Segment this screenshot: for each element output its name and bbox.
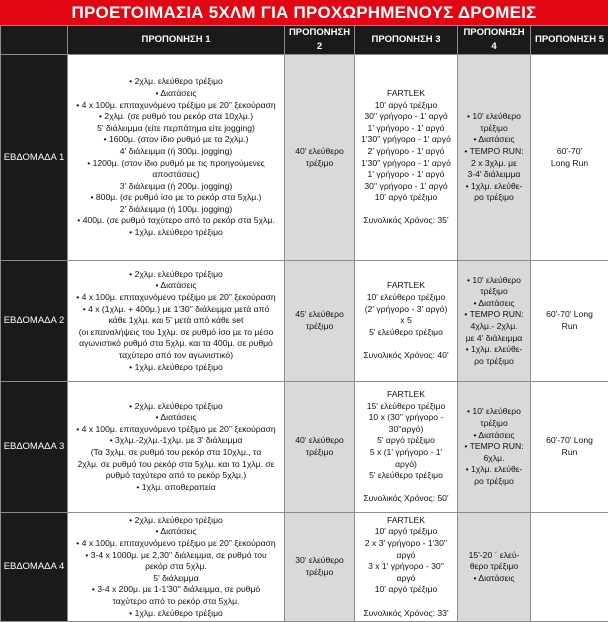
header-corner xyxy=(1,26,68,55)
cell-line: (2' γρήγορο - 3' αργό) xyxy=(357,304,455,316)
cell-line: • Διατάσεις xyxy=(70,526,282,538)
cell-line: 45' ελεύθερο xyxy=(287,309,352,321)
cell-line: τρέξιμο xyxy=(287,447,352,459)
cell-line: • Διατάσεις xyxy=(460,430,528,442)
cell-line: ρεκόρ στα 5χλμ. xyxy=(70,561,282,573)
cell-line: τρέξιμο xyxy=(460,418,528,430)
cell-line: 40' ελεύθερο xyxy=(287,435,352,447)
header-workout-4: ΠΡΟΠΟΝΗΣΗ 4 xyxy=(458,26,531,55)
cell-line: • 2χλμ. ελεύθερο τρέξιμο xyxy=(70,76,282,88)
cell-line: • 4 x 100μ. επιταχυνόμενο τρέξιμο με 20'' ξεκούραση xyxy=(70,424,282,436)
cell-line: • TEMPO RUN: xyxy=(460,309,528,321)
workout-4-cell xyxy=(458,513,531,622)
cell-line: • 1χλμ. ελεύθε- xyxy=(460,464,528,476)
cell-line: (Τα 3χλμ. σε ρυθμό του ρεκόρ στα 10χλμ., τα xyxy=(70,447,282,459)
cell-line: • 1χλμ. ελεύθε- xyxy=(460,344,528,356)
cell-line: 6χλμ. xyxy=(460,453,528,465)
cell-line: αργό xyxy=(357,573,455,585)
week-label: ΕΒΔΟΜΑΔΑ 1 xyxy=(1,55,68,261)
training-table xyxy=(0,25,608,622)
cell-line: 2' διάλειμμα (ή 100μ. jogging) xyxy=(70,204,282,216)
cell-line: ρο τρέξιμο xyxy=(460,356,528,368)
cell-line: • 1χλμ. ελεύθε- xyxy=(460,181,528,193)
cell-line: 3 x 1' γρήγορο - 30'' xyxy=(357,561,455,573)
cell-line: 30''αργό) xyxy=(357,424,455,436)
cell-line: αγωνιστικό ρυθμό στα 5χλμ. και τα 400μ. σε ρυθμό xyxy=(70,338,282,350)
cell-line: 5' αργό τρέξιμο xyxy=(357,435,455,447)
cell-line: 3-4' διάλειμμα xyxy=(460,169,528,181)
cell-line: 10 x (30'' γρήγορο - xyxy=(357,412,455,424)
cell-line: 30'' γρήγορο - 1' αργό xyxy=(357,181,455,193)
cell-line: • 2χλμ. ελεύθερο τρέξιμο xyxy=(70,515,282,527)
cell-line: FARTLEK xyxy=(357,280,455,292)
cell-line: • 1χλμ. ελεύθερο τρέξιμο xyxy=(70,608,282,620)
cell-line: ταχύτερο από το ρεκόρ στα 5χλμ. xyxy=(70,596,282,608)
workout-3-cell xyxy=(355,261,458,382)
page-title: ΠΡΟΕΤΟΙΜΑΣΙΑ 5ΧΛΜ ΓΙΑ ΠΡΟΧΩΡΗΜΕΝΟΥΣ ΔΡΟΜΕΙΣ xyxy=(0,0,608,25)
workout-2-cell xyxy=(285,261,355,382)
workout-4-cell xyxy=(458,55,531,261)
cell-line: 10' αργό τρέξιμο xyxy=(357,100,455,112)
cell-line: • 1600μ. (στον ίδιο ρυθμό με τα 2χλμ.) xyxy=(70,134,282,146)
cell-line: • 10' ελεύθερο xyxy=(460,111,528,123)
cell-line: 4χλμ.- 2χλμ. xyxy=(460,321,528,333)
cell-line: 30' ελεύθερο xyxy=(287,555,352,567)
header-workout-2: ΠΡΟΠΟΝΗΣΗ 2 xyxy=(285,26,355,55)
cell-line: • 10' ελεύθερο xyxy=(460,406,528,418)
cell-line: • Διατάσεις xyxy=(70,412,282,424)
workout-2-cell xyxy=(285,382,355,513)
cell-line: 15' ελεύθερο τρέξιμο xyxy=(357,401,455,413)
cell-line: FARTLEK xyxy=(357,389,455,401)
cell-line: FARTLEK xyxy=(357,88,455,100)
cell-line: τρέξιμο xyxy=(460,286,528,298)
cell-line: 1'30'' γρήγορο - 1' αργό xyxy=(357,134,455,146)
cell-line: 15'-20 ΄ ελεύ- xyxy=(460,550,528,562)
cell-line xyxy=(357,596,455,608)
cell-line: 5' διάλειμμα (είτε περπάτημα είτε jogging) xyxy=(70,123,282,135)
cell-line: • Διατάσεις xyxy=(460,573,528,585)
cell-line: • 1χλμ. αποθεραπεία xyxy=(70,482,282,494)
cell-line: • 400μ. (σε ρυθμό ταχύτερο από το ρεκόρ στα 5χλμ. xyxy=(70,215,282,227)
header-workout-3: ΠΡΟΠΟΝΗΣΗ 3 xyxy=(355,26,458,55)
cell-line: 4' διάλειμμα (ή 300μ. jogging) xyxy=(70,146,282,158)
workout-4-cell xyxy=(458,261,531,382)
cell-line: • 1χλμ. ελεύθερο τρέξιμο xyxy=(70,362,282,374)
cell-line: 1' γρήγορο - 1' αργό xyxy=(357,123,455,135)
cell-line: • 2χλμ. ελεύθερο τρέξιμο xyxy=(70,401,282,413)
cell-line: ρο τρέξιμο xyxy=(460,476,528,488)
workout-1-cell xyxy=(68,513,285,622)
week-row xyxy=(1,261,608,382)
cell-line: Συνολικός Χρόνος: 50' xyxy=(357,493,455,505)
week-label: ΕΒΔΟΜΑΔΑ 3 xyxy=(1,382,68,513)
cell-line: 10' αργό τρέξιμο xyxy=(357,584,455,596)
cell-line: • Διατάσεις xyxy=(70,88,282,100)
workout-1-cell xyxy=(68,55,285,261)
cell-line: θερο τρέξιμο xyxy=(460,561,528,573)
cell-line: (οι επαναλήψεις του 1χλμ. σε ρυθμό ίσο με το μέσο xyxy=(70,327,282,339)
cell-line xyxy=(357,338,455,350)
cell-line: τρέξιμο xyxy=(287,321,352,333)
cell-line: 3' διάλειμμα (ή 200μ. jogging) xyxy=(70,181,282,193)
workout-1-cell xyxy=(68,261,285,382)
cell-line: • 2χλμ. (σε ρυθμό του ρεκόρ στα 10χλμ.) xyxy=(70,111,282,123)
cell-line: 5 x (1' γρήγορο - 1' xyxy=(357,447,455,459)
workout-2-cell xyxy=(285,55,355,261)
workout-4-cell xyxy=(458,382,531,513)
cell-line: • 2χλμ. ελεύθερο τρέξιμο xyxy=(70,269,282,281)
cell-line: Run xyxy=(533,447,606,459)
cell-line: 5' ελεύθερο τρέξιμο xyxy=(357,327,455,339)
cell-line: 60'-70' xyxy=(533,146,606,158)
workout-3-cell xyxy=(355,55,458,261)
week-label: ΕΒΔΟΜΑΔΑ 2 xyxy=(1,261,68,382)
cell-line: Συνολικός Χρόνος: 33' xyxy=(357,608,455,620)
workout-5-cell xyxy=(531,382,608,513)
cell-line: 2χλμ. σε ρυθμό του ρεκόρ στα 5χλμ. και το 1χλμ. σε xyxy=(70,459,282,471)
cell-line: • 1200μ. (στον ίδιο ρυθμό με τις προηγούμενες αποστάσεις) xyxy=(70,158,282,181)
workout-5-cell xyxy=(531,513,608,622)
cell-line: • 4 x 100μ. επιταχυνόμενο τρέξιμο με 20'' ξεκούραση xyxy=(70,292,282,304)
workout-3-cell xyxy=(355,382,458,513)
workout-3-cell xyxy=(355,513,458,622)
cell-line: • 4 x (1χλμ. + 400μ.) με 1'30'' διάλειμμα μετά από xyxy=(70,304,282,316)
cell-line: • Διατάσεις xyxy=(70,280,282,292)
cell-line: Συνολικός Χρόνος: 35' xyxy=(357,215,455,227)
cell-line: • 800μ. (σε ρυθμό ίσο με το ρεκόρ στα 5χλμ.) xyxy=(70,192,282,204)
cell-line: • 3χλμ.-2χλμ.-1χλμ. με 3' διάλειμμα xyxy=(70,435,282,447)
cell-line: • 3-4 x 200μ. με 1-1'30'' διάλειμμα, σε ρυθμό xyxy=(70,584,282,596)
week-label: ΕΒΔΟΜΑΔΑ 4 xyxy=(1,513,68,622)
header-row xyxy=(1,26,608,55)
cell-line: FARTLEK xyxy=(357,515,455,527)
cell-line: 10' αργό τρέξιμο xyxy=(357,526,455,538)
cell-line: 2 x 3χλμ. με xyxy=(460,158,528,170)
cell-line: 60'-70' Long xyxy=(533,435,606,447)
cell-line xyxy=(357,204,455,216)
cell-line: τρέξιμο xyxy=(287,567,352,579)
cell-line: αργό xyxy=(357,550,455,562)
cell-line: ρο τρέξιμο xyxy=(460,192,528,204)
cell-line: 10' ελεύθερο τρέξιμο xyxy=(357,292,455,304)
cell-line: αργό) xyxy=(357,459,455,471)
week-row xyxy=(1,513,608,622)
workout-5-cell xyxy=(531,261,608,382)
header-workout-1: ΠΡΟΠΟΝΗΣΗ 1 xyxy=(68,26,285,55)
week-row xyxy=(1,382,608,513)
cell-line: 10' αργό τρέξιμο xyxy=(357,192,455,204)
cell-line xyxy=(357,482,455,494)
cell-line: Συνολικός Χρόνος: 40' xyxy=(357,350,455,362)
cell-line: x 5 xyxy=(357,315,455,327)
cell-line: • 1χλμ. ελεύθερο τρέξιμο xyxy=(70,227,282,239)
cell-line: 30'' γρήγορο - 1' αργό xyxy=(357,111,455,123)
cell-line: Long Run xyxy=(533,158,606,170)
cell-line: • TEMPO RUN: xyxy=(460,441,528,453)
cell-line: • 4 x 100μ. επιταχυνόμενο τρέξιμο με 20'' ξεκούραση xyxy=(70,100,282,112)
cell-line: 40' ελεύθερο xyxy=(287,146,352,158)
workout-5-cell xyxy=(531,55,608,261)
cell-line: 2 x 3' γρήγορο - 1'30'' xyxy=(357,538,455,550)
cell-line: • TEMPO RUN: xyxy=(460,146,528,158)
cell-line: 5' ελεύθερο τρέξιμο xyxy=(357,470,455,482)
cell-line: τρέξιμο xyxy=(460,123,528,135)
cell-line: • Διατάσεις xyxy=(460,134,528,146)
week-row xyxy=(1,55,608,261)
cell-line: • 3-4 x 1000μ. με 2,30'' διάλειμμα, σε ρυθμό του xyxy=(70,550,282,562)
cell-line: Run xyxy=(533,321,606,333)
cell-line: • 4 x 100μ. επιταχυνόμενο τρέξιμο με 20'' ξεκούραση xyxy=(70,538,282,550)
cell-line: ταχύτερο από τον αγωνιστικό) xyxy=(70,350,282,362)
cell-line: με 4' διάλειμμα xyxy=(460,333,528,345)
cell-line: • 10' ελεύθερο xyxy=(460,275,528,287)
header-workout-5: ΠΡΟΠΟΝΗΣΗ 5 xyxy=(531,26,608,55)
workout-1-cell xyxy=(68,382,285,513)
cell-line: τρέξιμο xyxy=(287,158,352,170)
cell-line: 5' διάλειμμα xyxy=(70,573,282,585)
cell-line: ρυθμό ταχύτερο από το ρεκόρ 5χλμ.) xyxy=(70,470,282,482)
cell-line: • Διατάσεις xyxy=(460,298,528,310)
cell-line: κάθε 1χλμ. και 5' μετά από κάθε set xyxy=(70,315,282,327)
cell-line: 2' γρήγορο - 1' αργό xyxy=(357,146,455,158)
cell-line: 1' γρήγορο - 1' αργό xyxy=(357,169,455,181)
cell-line: 1'30'' γρήγορο - 1' αργό xyxy=(357,158,455,170)
workout-2-cell xyxy=(285,513,355,622)
cell-line: 60'-70' Long xyxy=(533,309,606,321)
